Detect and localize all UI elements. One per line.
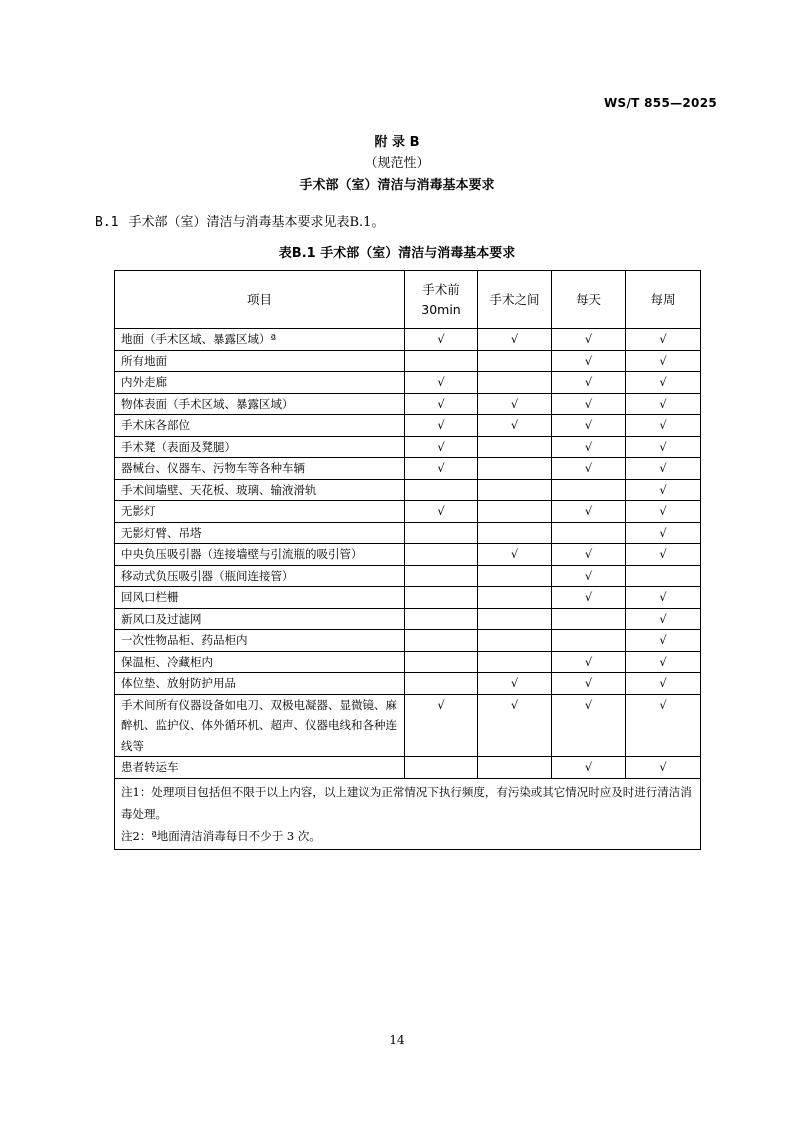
check-cell-before-surgery bbox=[405, 436, 478, 458]
row-item-label: 中央负压吸引器（连接墙壁与引流瓶的吸引管） bbox=[115, 544, 405, 566]
table-caption: 表B.1 手术部（室）清洁与消毒基本要求 bbox=[278, 246, 516, 261]
check-cell-before-surgery bbox=[405, 544, 478, 566]
check-cell-before-surgery bbox=[405, 393, 478, 415]
table-row bbox=[115, 329, 701, 351]
check-cell-before-surgery bbox=[405, 479, 478, 501]
check-cell-between-surgeries bbox=[478, 415, 552, 437]
check-mark: √ bbox=[437, 396, 445, 411]
check-cell-before-surgery bbox=[405, 630, 478, 652]
table-row bbox=[115, 458, 701, 480]
check-cell-between-surgeries bbox=[478, 329, 552, 351]
check-cell-daily bbox=[552, 458, 626, 480]
check-cell-weekly bbox=[626, 329, 701, 351]
check-mark: √ bbox=[584, 396, 593, 411]
table-notes bbox=[115, 778, 701, 849]
row-item-label: 地面（手术区域、暴露区域）ª bbox=[115, 329, 405, 351]
row-item-label: 手术凳（表面及凳腿） bbox=[115, 436, 405, 458]
check-mark: √ bbox=[659, 482, 667, 497]
note-2: 注2：ª地面清洁消毒每日不少于 3 次。 bbox=[121, 828, 321, 843]
check-cell-daily bbox=[552, 587, 626, 609]
table-row bbox=[115, 415, 701, 437]
check-cell-before-surgery bbox=[405, 372, 478, 394]
check-mark: √ bbox=[584, 568, 593, 583]
check-cell-weekly bbox=[626, 565, 701, 587]
check-mark: √ bbox=[584, 353, 593, 368]
check-cell-daily bbox=[552, 479, 626, 501]
row-item-label: 无影灯 bbox=[115, 501, 405, 523]
table-row bbox=[115, 651, 701, 673]
cleaning-requirements-table bbox=[114, 270, 701, 850]
header-weekly: 每周 bbox=[626, 271, 701, 329]
check-cell-before-surgery bbox=[405, 415, 478, 437]
check-cell-weekly bbox=[626, 436, 701, 458]
table-row bbox=[115, 630, 701, 652]
table-row bbox=[115, 393, 701, 415]
table-row bbox=[115, 673, 701, 695]
check-cell-weekly bbox=[626, 587, 701, 609]
check-cell-between-surgeries bbox=[478, 372, 552, 394]
check-cell-between-surgeries bbox=[478, 651, 552, 673]
check-cell-before-surgery bbox=[405, 522, 478, 544]
row-item-label: 所有地面 bbox=[115, 350, 405, 372]
check-cell-daily bbox=[552, 372, 626, 394]
table-row bbox=[115, 694, 701, 757]
check-mark: √ bbox=[659, 396, 667, 411]
check-mark: √ bbox=[510, 697, 519, 712]
check-mark: √ bbox=[584, 760, 593, 774]
check-mark: √ bbox=[510, 676, 519, 690]
check-mark: √ bbox=[659, 461, 667, 475]
check-mark: √ bbox=[437, 697, 445, 712]
check-cell-daily bbox=[552, 544, 626, 566]
check-cell-between-surgeries bbox=[478, 630, 552, 652]
check-cell-daily bbox=[552, 673, 626, 695]
check-cell-before-surgery bbox=[405, 587, 478, 609]
check-mark: √ bbox=[584, 697, 593, 712]
check-cell-before-surgery bbox=[405, 651, 478, 673]
row-item-label: 新风口及过滤网 bbox=[115, 608, 405, 630]
check-cell-between-surgeries bbox=[478, 565, 552, 587]
check-mark: √ bbox=[510, 418, 519, 432]
check-cell-between-surgeries bbox=[478, 501, 552, 523]
table-row bbox=[115, 501, 701, 523]
check-cell-daily bbox=[552, 415, 626, 437]
intro-clause-number: B.1 bbox=[95, 215, 119, 230]
check-cell-weekly bbox=[626, 458, 701, 480]
check-mark: √ bbox=[584, 590, 593, 604]
intro-paragraph bbox=[95, 211, 384, 230]
check-cell-daily bbox=[552, 757, 626, 779]
check-mark: √ bbox=[659, 760, 667, 774]
check-mark: √ bbox=[437, 418, 445, 432]
check-mark: √ bbox=[584, 439, 593, 454]
check-cell-daily bbox=[552, 436, 626, 458]
row-item-label: 手术间墙壁、天花板、玻璃、输液滑轨 bbox=[115, 479, 405, 501]
check-cell-daily bbox=[552, 694, 626, 757]
appendix-label: 附 录 B bbox=[374, 135, 420, 150]
check-cell-before-surgery bbox=[405, 757, 478, 779]
table-row bbox=[115, 544, 701, 566]
row-item-label: 一次性物品柜、药品柜内 bbox=[115, 630, 405, 652]
check-cell-daily bbox=[552, 630, 626, 652]
check-cell-weekly bbox=[626, 393, 701, 415]
check-mark: √ bbox=[659, 353, 667, 368]
standard-code: WS/T 855—2025 bbox=[604, 96, 717, 110]
check-mark: √ bbox=[659, 525, 667, 540]
check-cell-weekly bbox=[626, 544, 701, 566]
check-cell-weekly bbox=[626, 522, 701, 544]
table-row bbox=[115, 757, 701, 779]
check-mark: √ bbox=[659, 590, 667, 604]
table-row bbox=[115, 350, 701, 372]
appendix-title: 手术部（室）清洁与消毒基本要求 bbox=[299, 178, 495, 193]
row-item-label: 内外走廊 bbox=[115, 372, 405, 394]
check-cell-weekly bbox=[626, 501, 701, 523]
check-cell-between-surgeries bbox=[478, 673, 552, 695]
check-cell-daily bbox=[552, 565, 626, 587]
note-1: 注1：处理项目包括但不限于以上内容，以上建议为正常情况下执行频度，有污染或其它情况时应及时进行清洁消毒处理。 bbox=[121, 784, 692, 821]
check-mark: √ bbox=[510, 396, 519, 411]
check-mark: √ bbox=[584, 547, 593, 561]
check-cell-daily bbox=[552, 651, 626, 673]
page-number: 14 bbox=[389, 1033, 405, 1047]
check-mark: √ bbox=[584, 504, 593, 518]
row-item-label: 保温柜、冷藏柜内 bbox=[115, 651, 405, 673]
check-cell-weekly bbox=[626, 608, 701, 630]
check-cell-before-surgery bbox=[405, 608, 478, 630]
check-mark: √ bbox=[659, 504, 667, 518]
check-mark: √ bbox=[659, 418, 667, 432]
check-cell-weekly bbox=[626, 350, 701, 372]
check-cell-before-surgery bbox=[405, 565, 478, 587]
check-cell-weekly bbox=[626, 757, 701, 779]
check-cell-daily bbox=[552, 329, 626, 351]
check-mark: √ bbox=[584, 332, 593, 346]
check-cell-weekly bbox=[626, 630, 701, 652]
table-note-row bbox=[115, 778, 701, 849]
check-cell-weekly bbox=[626, 372, 701, 394]
table-header-row bbox=[115, 271, 701, 329]
check-cell-between-surgeries bbox=[478, 458, 552, 480]
header-between-surgeries: 手术之间 bbox=[478, 271, 552, 329]
check-mark: √ bbox=[659, 439, 667, 454]
check-cell-daily bbox=[552, 350, 626, 372]
check-cell-weekly bbox=[626, 651, 701, 673]
row-item-label: 无影灯臂、吊塔 bbox=[115, 522, 405, 544]
check-mark: √ bbox=[437, 461, 445, 475]
table-row bbox=[115, 436, 701, 458]
check-cell-between-surgeries bbox=[478, 436, 552, 458]
check-cell-between-surgeries bbox=[478, 694, 552, 757]
table-row bbox=[115, 372, 701, 394]
check-cell-between-surgeries bbox=[478, 757, 552, 779]
check-cell-daily bbox=[552, 608, 626, 630]
check-cell-between-surgeries bbox=[478, 608, 552, 630]
check-mark: √ bbox=[584, 654, 593, 669]
row-item-label: 物体表面（手术区域、暴露区域） bbox=[115, 393, 405, 415]
table-row bbox=[115, 522, 701, 544]
check-mark: √ bbox=[584, 461, 593, 475]
check-cell-before-surgery bbox=[405, 501, 478, 523]
header-before-surgery: 手术前 30min bbox=[405, 271, 478, 329]
check-mark: √ bbox=[584, 418, 593, 432]
header-daily: 每天 bbox=[552, 271, 626, 329]
check-cell-weekly bbox=[626, 673, 701, 695]
check-cell-before-surgery bbox=[405, 694, 478, 757]
table-row bbox=[115, 479, 701, 501]
check-mark: √ bbox=[659, 547, 667, 561]
check-mark: √ bbox=[659, 654, 667, 669]
check-mark: √ bbox=[659, 633, 667, 647]
check-mark: √ bbox=[437, 439, 445, 454]
check-mark: √ bbox=[584, 375, 593, 389]
check-cell-daily bbox=[552, 501, 626, 523]
check-cell-between-surgeries bbox=[478, 479, 552, 501]
table-row bbox=[115, 565, 701, 587]
check-cell-between-surgeries bbox=[478, 522, 552, 544]
check-mark: √ bbox=[659, 332, 667, 346]
row-item-label: 移动式负压吸引器（瓶间连接管） bbox=[115, 565, 405, 587]
check-cell-between-surgeries bbox=[478, 350, 552, 372]
row-item-label: 手术床各部位 bbox=[115, 415, 405, 437]
intro-text: 手术部（室）清洁与消毒基本要求见表B.1。 bbox=[128, 215, 385, 230]
check-cell-before-surgery bbox=[405, 350, 478, 372]
row-item-label: 器械台、仪器车、污物车等各种车辆 bbox=[115, 458, 405, 480]
check-mark: √ bbox=[437, 375, 445, 389]
check-mark: √ bbox=[659, 375, 667, 389]
check-cell-between-surgeries bbox=[478, 587, 552, 609]
check-mark: √ bbox=[659, 676, 667, 690]
check-mark: √ bbox=[584, 676, 593, 690]
row-item-label: 体位垫、放射防护用品 bbox=[115, 673, 405, 695]
check-cell-before-surgery bbox=[405, 458, 478, 480]
check-cell-weekly bbox=[626, 479, 701, 501]
check-mark: √ bbox=[437, 504, 445, 518]
check-mark: √ bbox=[659, 697, 667, 712]
check-cell-before-surgery bbox=[405, 329, 478, 351]
check-mark: √ bbox=[510, 547, 519, 561]
check-cell-between-surgeries bbox=[478, 544, 552, 566]
check-cell-weekly bbox=[626, 694, 701, 757]
check-cell-daily bbox=[552, 393, 626, 415]
check-mark: √ bbox=[437, 332, 445, 346]
appendix-type: （规范性） bbox=[364, 156, 430, 171]
row-item-label: 患者转运车 bbox=[115, 757, 405, 779]
check-mark: √ bbox=[510, 332, 519, 346]
check-cell-between-surgeries bbox=[478, 393, 552, 415]
check-cell-before-surgery bbox=[405, 673, 478, 695]
table-row bbox=[115, 608, 701, 630]
row-item-label: 回风口栏栅 bbox=[115, 587, 405, 609]
header-item: 项目 bbox=[115, 271, 405, 329]
table-row bbox=[115, 587, 701, 609]
row-item-label: 手术间所有仪器设备如电刀、双极电凝器、显微镜、麻醉机、监护仪、体外循环机、超声、仪器电线和各种连线等 bbox=[115, 694, 405, 757]
check-mark: √ bbox=[659, 611, 667, 626]
check-cell-weekly bbox=[626, 415, 701, 437]
check-cell-daily bbox=[552, 522, 626, 544]
